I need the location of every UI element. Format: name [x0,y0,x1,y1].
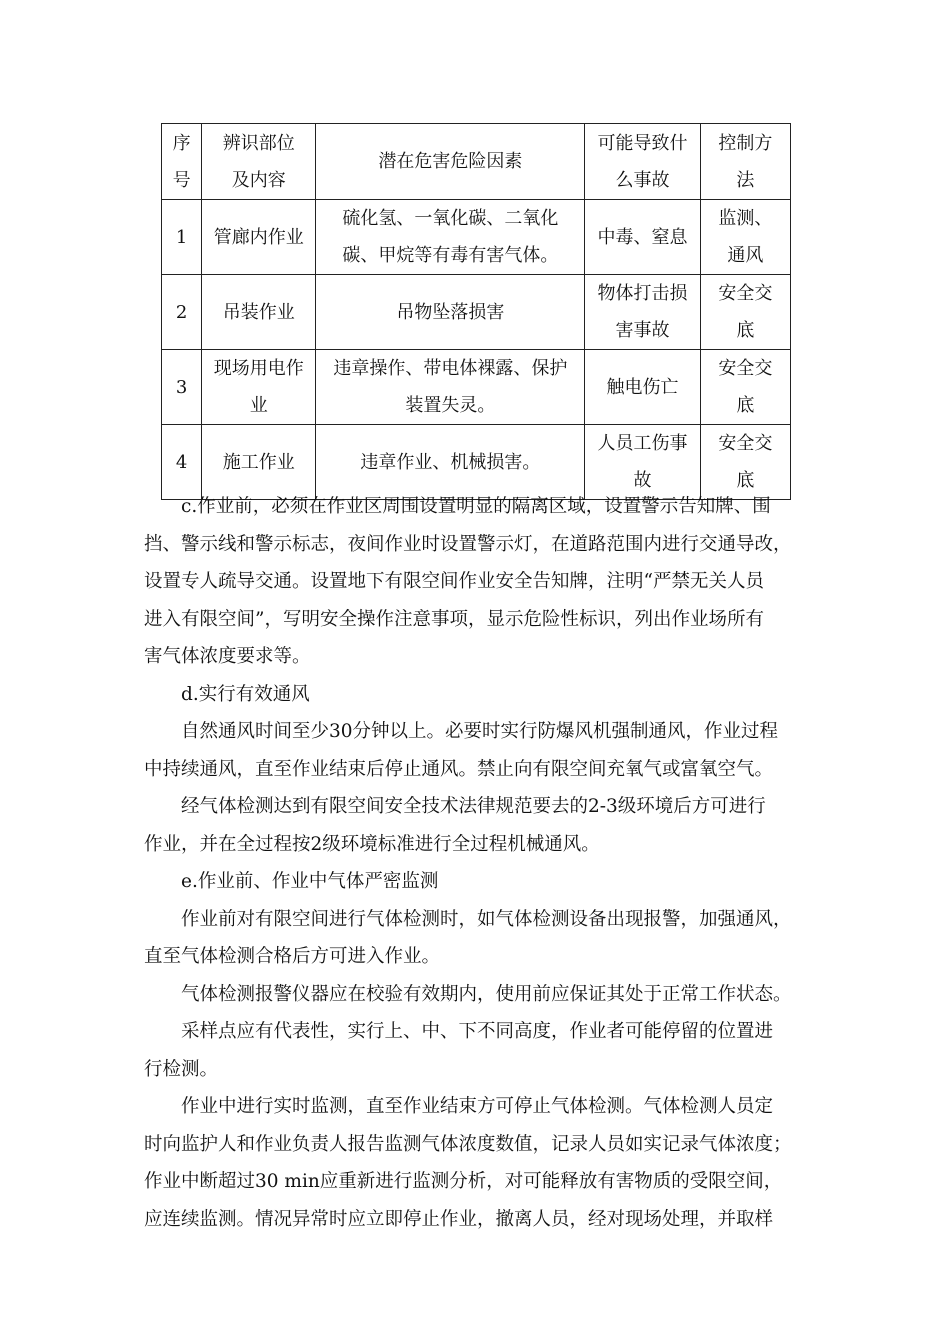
hazard-table [161,123,791,500]
row-number-cell [162,350,202,425]
paragraph-line: 设置专人疏导交通。设置地下有限空间作业安全告知牌，注明“严禁无关人员 [144,571,764,592]
paragraph [144,788,808,863]
table-row [162,350,791,425]
location-cell-line: 业 [249,395,268,416]
accident-cell-line: 中毒、窒息 [597,226,688,248]
paragraph-line: 进入有限空间”，写明安全操作注意事项，显示危险性标识，列出作业场所有 [144,608,764,630]
hazard-cell-line: 硫化氢、一氧化碳、二氧化 [342,208,559,229]
hazard-cell [316,350,585,425]
paragraph-line: 采样点应有代表性，实行上、中、下不同高度，作业者可能停留的位置进 [181,1021,774,1042]
paragraph [144,1013,808,1088]
body-text [144,488,808,1238]
paragraph-line: 作业中进行实时监测，直至作业结束方可停止气体检测。气体检测人员定 [181,1096,774,1117]
paragraph-line: 行检测。 [144,1058,219,1080]
table-header-cell-line: 潜在危害危险因素 [378,151,523,172]
row-number-cell-line: 1 [175,226,188,248]
paragraph-line: 挡、警示线和警示标志，夜间作业时设置警示灯，在道路范围内进行交通导改， [144,533,792,555]
paragraph-line: 中持续通风，直至作业结束后停止通风。禁止向有限空间充氧气或富氧空气。 [144,758,774,780]
paragraph [144,1088,808,1238]
paragraph [144,863,808,901]
paragraph-line: e.作业前、作业中气体严密监测 [181,871,439,892]
paragraph [144,901,808,976]
row-number-cell-line: 4 [175,451,188,473]
paragraph-line: 经气体检测达到有限空间安全技术法律规范要去的2-3级环境后方可进行 [181,796,766,817]
table-header-cell [202,124,316,200]
paragraph [144,713,808,788]
location-cell-line: 施工作业 [222,451,295,473]
accident-cell [585,200,700,275]
location-cell-line: 管廊内作业 [213,226,304,248]
paragraph [144,976,808,1014]
row-number-cell [162,275,202,350]
paragraph-line: 作业，并在全过程按2级环境标准进行全过程机械通风。 [144,833,600,855]
table-header-cell [162,124,202,200]
accident-cell [585,350,700,425]
table-header-cell [700,124,790,200]
paragraph [144,676,808,714]
hazard-cell-line: 吊物坠落损害 [396,301,505,323]
control-cell-line: 底 [736,395,755,416]
row-number-cell-line: 2 [175,301,188,323]
paragraph-line: 应连续监测。情况异常时应立即停止作业，撤离人员，经对现场处理，并取样 [144,1208,774,1230]
row-number-cell-line: 3 [175,376,188,398]
table-header-cell [316,124,585,200]
paragraph-line: c.作业前，必须在作业区周围设置明显的隔离区域，设置警示告知牌、围 [181,496,771,517]
table-header-cell-line: 及内容 [231,169,286,191]
hazard-cell-line: 碳、甲烷等有毒有害气体。 [342,245,559,266]
location-cell [202,200,316,275]
paragraph-line: 时向监护人和作业负责人报告监测气体浓度数值，记录人员如实记录气体浓度； [144,1133,792,1155]
control-cell-line: 底 [736,320,755,341]
control-cell-line: 安全交 [718,283,773,304]
control-cell-line: 监测、 [718,208,773,229]
hazard-cell-line: 违章作业、机械损害。 [360,451,541,473]
table-header-cell-line: 辨识部位 [222,132,295,154]
paragraph-line: d.实行有效通风 [181,683,310,705]
control-cell [700,275,790,350]
location-cell [202,350,316,425]
row-number-cell [162,200,202,275]
control-cell [700,200,790,275]
table-row [162,200,791,275]
control-cell [700,350,790,425]
table-header-cell-line: 法 [736,169,755,191]
paragraph [144,488,808,676]
table-header-cell-line: 可能导致什 [597,132,688,154]
control-cell-line: 安全交 [718,358,773,379]
control-cell-line: 通风 [727,245,764,266]
accident-cell-line: 人员工伤事 [597,433,688,454]
location-cell [202,275,316,350]
paragraph-line: 害气体浓度要求等。 [144,646,311,667]
table-header-cell-line: 序 [172,132,191,154]
paragraph-line: 自然通风时间至少30分钟以上。必要时实行防爆风机强制通风，作业过程 [181,721,779,742]
accident-cell [585,275,700,350]
table-header-row [162,124,791,200]
paragraph-line: 气体检测报警仪器应在校验有效期内，使用前应保证其处于正常工作状态。 [181,983,792,1005]
hazard-table-body [162,124,791,500]
hazard-cell-line: 装置失灵。 [405,395,496,416]
location-cell-line: 吊装作业 [222,301,295,323]
control-cell-line: 底 [736,470,755,491]
control-cell-line: 安全交 [718,433,773,454]
accident-cell-line: 故 [633,470,652,491]
paragraph-line: 作业中断超过30 min应重新进行监测分析，对可能释放有害物质的受限空间， [144,1171,783,1192]
location-cell-line: 现场用电作 [213,358,304,379]
hazard-cell [316,200,585,275]
accident-cell-line: 物体打击损 [597,283,688,304]
accident-cell-line: 害事故 [615,320,670,341]
accident-cell-line: 触电伤亡 [606,376,679,398]
paragraph-line: 作业前对有限空间进行气体检测时，如气体检测设备出现报警，加强通风， [181,908,792,930]
hazard-cell [316,275,585,350]
table-header-cell-line: 控制方 [718,132,773,154]
table-row [162,275,791,350]
table-header-cell-line: 么事故 [615,169,670,191]
hazard-cell-line: 违章操作、带电体裸露、保护 [333,358,568,379]
paragraph-line: 直至气体检测合格后方可进入作业。 [144,946,441,967]
table-header-cell-line: 号 [172,169,191,191]
table-header-cell [585,124,700,200]
